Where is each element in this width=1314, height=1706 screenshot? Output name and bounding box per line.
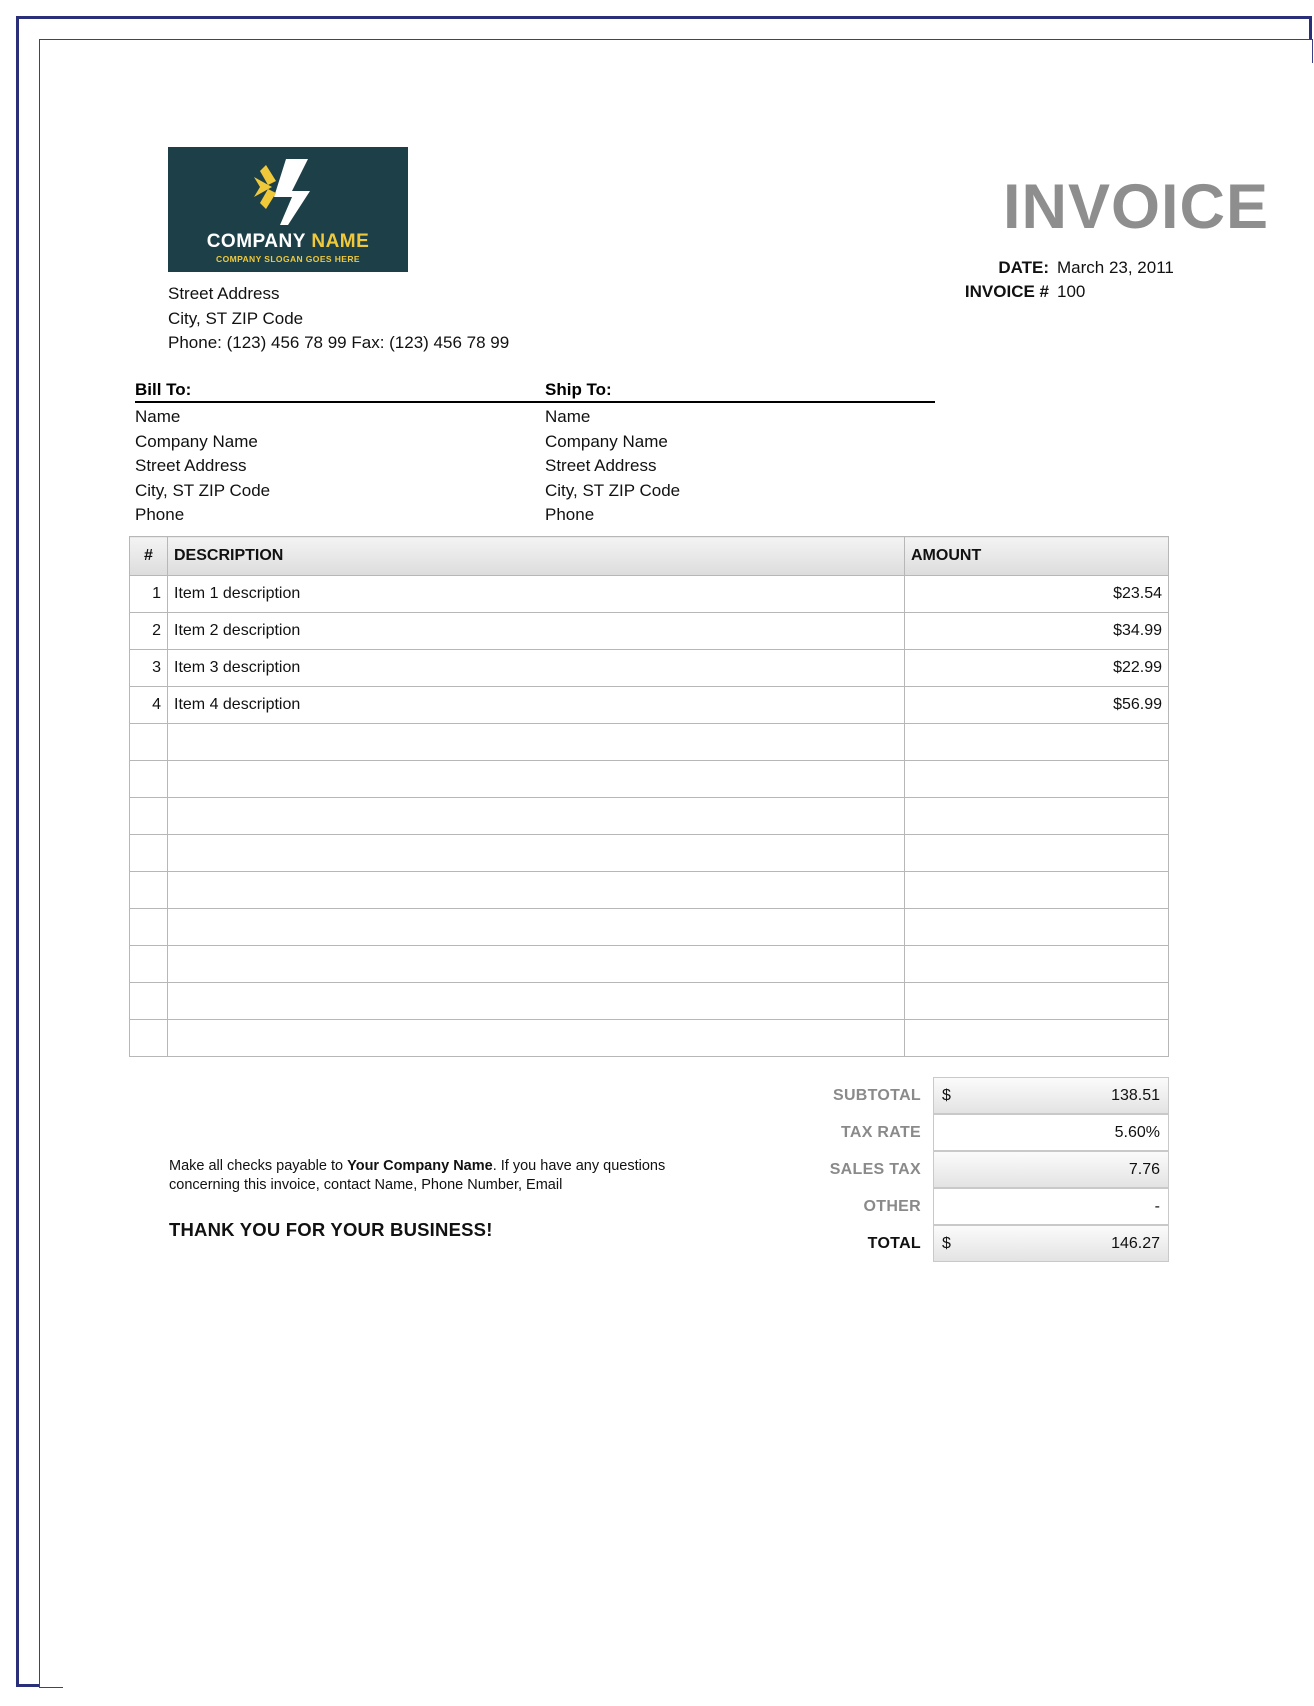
cell-number: 4 <box>130 687 168 724</box>
parties-body <box>135 405 935 528</box>
table-row[interactable] <box>130 613 1169 650</box>
cell-number <box>130 724 168 761</box>
payment-note-company: Your Company Name <box>347 1158 493 1174</box>
sales-tax-value-box <box>933 1151 1169 1188</box>
company-logo <box>168 147 408 272</box>
tax-rate-row <box>823 1114 1169 1151</box>
line-items-body <box>130 576 1169 1057</box>
cell-amount <box>905 835 1169 872</box>
ship-to-name: Name <box>545 407 591 426</box>
bill-to-address <box>135 405 545 528</box>
cell-amount <box>905 1020 1169 1057</box>
column-header-description: DESCRIPTION <box>168 537 905 576</box>
invoice-date-label: DATE: <box>998 258 1049 277</box>
subtotal-label: SUBTOTAL <box>832 1086 921 1104</box>
cell-description: Item 2 description <box>168 613 905 650</box>
ship-to-heading: Ship To: <box>545 380 612 399</box>
ship-to-company: Company Name <box>545 431 668 451</box>
table-row[interactable] <box>130 1020 1169 1057</box>
table-row[interactable] <box>130 650 1169 687</box>
tax-rate-label: TAX RATE <box>840 1123 921 1141</box>
column-header-amount: AMOUNT <box>905 537 1169 576</box>
cell-amount: $22.99 <box>905 650 1169 687</box>
cell-amount: $34.99 <box>905 613 1169 650</box>
cell-amount <box>905 946 1169 983</box>
bill-to-city: City, ST ZIP Code <box>135 480 271 500</box>
parties-block <box>135 380 935 528</box>
table-row[interactable] <box>130 835 1169 872</box>
company-address <box>168 282 509 356</box>
table-row[interactable] <box>130 576 1169 613</box>
cell-number <box>130 798 168 835</box>
payment-note <box>169 1157 729 1195</box>
cell-description <box>168 946 905 983</box>
total-value-box <box>933 1225 1169 1262</box>
table-row[interactable] <box>130 872 1169 909</box>
cell-description <box>168 835 905 872</box>
total-row <box>823 1225 1169 1262</box>
bill-to-phone: Phone <box>135 505 185 524</box>
invoice-sheet <box>63 63 1314 1706</box>
cell-description: Item 1 description <box>168 576 905 613</box>
ship-to-city: City, ST ZIP Code <box>545 480 681 500</box>
cell-amount <box>905 798 1169 835</box>
table-row[interactable] <box>130 798 1169 835</box>
page-title: INVOICE <box>1002 172 1269 242</box>
logo-company-name-part1: COMPANY <box>206 231 312 252</box>
page-border-outer <box>16 16 1312 1687</box>
subtotal-currency: $ <box>942 1086 951 1104</box>
bill-to-heading: Bill To: <box>135 380 192 399</box>
table-header-row <box>130 537 1169 576</box>
company-city: City, ST ZIP Code <box>168 308 304 328</box>
cell-amount <box>905 761 1169 798</box>
cell-number: 2 <box>130 613 168 650</box>
thank-you-message: THANK YOU FOR YOUR BUSINESS! <box>169 1219 493 1240</box>
cell-amount <box>905 724 1169 761</box>
cell-amount: $23.54 <box>905 576 1169 613</box>
cell-description: Item 3 description <box>168 650 905 687</box>
payment-note-pre: Make all checks payable to <box>169 1158 348 1174</box>
cell-amount <box>905 909 1169 946</box>
cell-description <box>168 909 905 946</box>
ship-to-phone: Phone <box>545 505 595 524</box>
column-header-number: # <box>130 537 168 576</box>
cell-amount: $56.99 <box>905 687 1169 724</box>
logo-company-name-part2: NAME <box>311 231 370 252</box>
table-row[interactable] <box>130 687 1169 724</box>
subtotal-value-box <box>933 1077 1169 1114</box>
cell-number <box>130 983 168 1020</box>
ship-to-address <box>545 405 925 528</box>
total-currency: $ <box>942 1234 951 1252</box>
invoice-date-value: March 23, 2011 <box>1057 258 1174 277</box>
sales-tax-value: 7.76 <box>1128 1160 1160 1178</box>
totals-block <box>823 1077 1169 1262</box>
parties-headings <box>135 380 935 403</box>
cell-number <box>130 761 168 798</box>
invoice-date-row <box>849 258 1269 278</box>
table-row[interactable] <box>130 983 1169 1020</box>
cell-number <box>130 946 168 983</box>
table-row[interactable] <box>130 909 1169 946</box>
cell-description <box>168 983 905 1020</box>
other-label: OTHER <box>863 1197 921 1215</box>
line-items-header <box>130 537 1169 576</box>
cell-number <box>130 872 168 909</box>
other-value: - <box>1154 1197 1160 1215</box>
invoice-number-label: INVOICE # <box>964 282 1049 301</box>
table-row[interactable] <box>130 946 1169 983</box>
other-row <box>823 1188 1169 1225</box>
invoice-number-value: 100 <box>1057 282 1086 301</box>
subtotal-value: 138.51 <box>1111 1086 1160 1104</box>
company-contact: Phone: (123) 456 78 99 Fax: (123) 456 78 99 <box>168 333 510 352</box>
tax-rate-value: 5.60% <box>1114 1123 1160 1141</box>
invoice-number-row <box>849 282 1269 302</box>
table-row[interactable] <box>130 724 1169 761</box>
cell-description <box>168 761 905 798</box>
bill-to-street: Street Address <box>135 456 247 475</box>
cell-description <box>168 872 905 909</box>
logo-mark-icon <box>168 147 408 235</box>
invoice-meta <box>849 258 1269 306</box>
sales-tax-row <box>823 1151 1169 1188</box>
tax-rate-value-box <box>933 1114 1169 1151</box>
payment-note-post: . If you have any questions concerning this invoice, contact Name, Phone Number, Email <box>169 1158 666 1193</box>
total-value: 146.27 <box>1111 1234 1160 1252</box>
cell-description <box>168 798 905 835</box>
cell-description <box>168 1020 905 1057</box>
cell-number <box>130 835 168 872</box>
line-items-table <box>129 536 1169 1057</box>
bill-to-company: Company Name <box>135 431 258 451</box>
cell-number <box>130 909 168 946</box>
cell-description: Item 4 description <box>168 687 905 724</box>
cell-number <box>130 1020 168 1057</box>
cell-number: 3 <box>130 650 168 687</box>
ship-to-street: Street Address <box>545 456 657 475</box>
company-street: Street Address <box>168 284 280 303</box>
table-row[interactable] <box>130 761 1169 798</box>
page-border-inner <box>39 39 1313 1688</box>
bill-to-name: Name <box>135 407 181 426</box>
cell-number: 1 <box>130 576 168 613</box>
sales-tax-label: SALES TAX <box>829 1160 921 1178</box>
cell-amount <box>905 983 1169 1020</box>
logo-slogan: COMPANY SLOGAN GOES HERE <box>216 254 360 264</box>
cell-amount <box>905 872 1169 909</box>
other-value-box <box>933 1188 1169 1225</box>
subtotal-row <box>823 1077 1169 1114</box>
logo-company-name <box>168 231 408 253</box>
cell-description <box>168 724 905 761</box>
total-label: TOTAL <box>867 1234 921 1252</box>
